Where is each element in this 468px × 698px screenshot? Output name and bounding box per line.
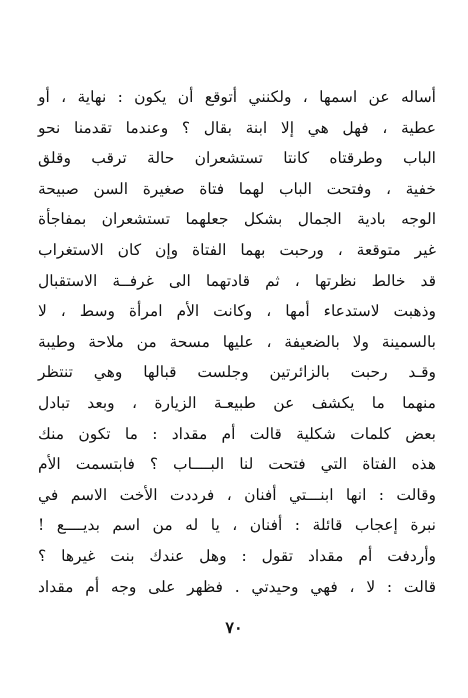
text-line: غير متوقعة ، ورحبت بهما الفتاة وإن كان الاستغراب (38, 240, 436, 259)
text-line: وأردفت أم مقداد تقول : وهل عندك بنت غيرها ؟ (38, 546, 436, 565)
text-line: قد خالط نظرتها ، ثم قادتهما الى غرفــة الاستقبال (38, 271, 436, 290)
text-line: الباب وطرقتاه كانتا تستشعران حالة ترقب وقلق (38, 149, 436, 168)
text-line: الوجه بادية الجمال بشكل جعلهما تستشعران بمفاجأة (38, 210, 436, 229)
text-line: أساله عن اسمها ، ولكنني أتوقع أن يكون : نهاية ، أو (38, 88, 436, 106)
text-line: بعض كلمات شكلية قالت أم مقداد : ما تكون منك (38, 424, 436, 443)
text-line: نبرة إعجاب قائلة : أفنان ، يا له من اسم بديــــع ! (38, 516, 436, 535)
page-number: ٧٠ (225, 618, 243, 637)
text-line: هذه الفتاة التي فتحت لنا البــــاب ؟ فابتسمت الأم (38, 455, 436, 474)
body-text (38, 82, 436, 602)
text-line: قالت : لا ، فهي وحيدتي . فظهر على وجه أم مقداد (38, 577, 436, 596)
text-line: خفية ، وفتحت الباب لهما فتاة صغيرة السن صبيحة (38, 179, 436, 198)
text-line: وذهبت لاستدعاء أمها ، وكانت الأم امرأة وسط ، لا (38, 302, 436, 321)
text-line: منهما ما يكشف عن طبيعـة الزيارة ، وبعد تبادل (38, 393, 436, 412)
text-line: وقالت : انها ابنـــتي أفنان ، فرددت الأخت الاسم في (38, 485, 436, 504)
text-line: بالسمينة ولا بالضعيفة ، عليها مسحة من ملاحة وطيبة (38, 332, 436, 351)
text-line: وقـد رحبت بالزائرتين وجلست قبالها وهي تنتظر (38, 363, 436, 382)
text-line: عطية ، فهل هي إلا ابنة بقال ؟ وعندما تقدمنا نحو (38, 118, 436, 137)
